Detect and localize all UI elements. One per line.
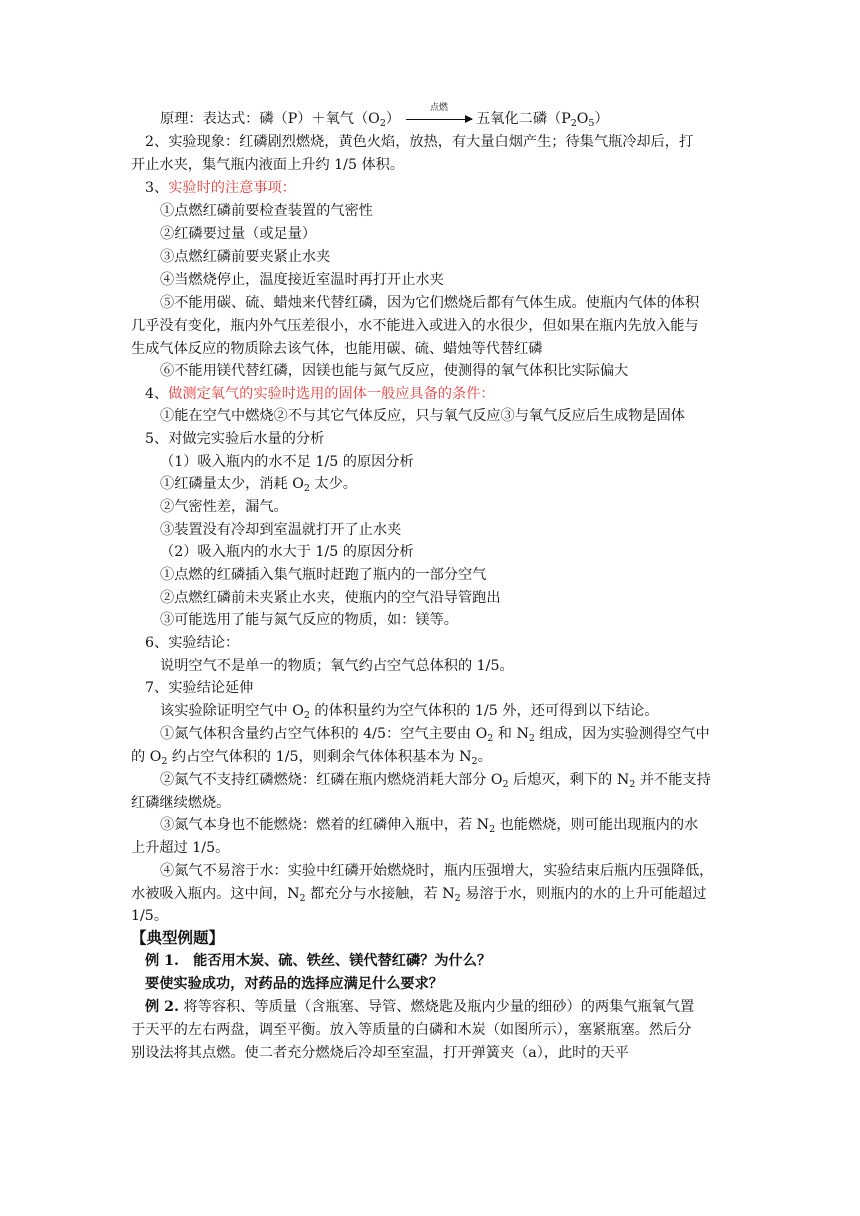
text-line: 2、实验现象：红磷剧烈燃烧，黄色火焰，放热，有大量白烟产生；待集气瓶冷却后，打 — [145, 134, 694, 150]
text-line: 1/5。 — [131, 908, 169, 924]
text-line: ③可能选用了能与氮气反应的物质，如：镁等。 — [160, 612, 458, 628]
text-line: ①氮气体积含量约占空气体积的 4/5：空气主要由 $O_2$ 和 $N_2$ 组成，因为实验测得空气中 — [160, 726, 710, 744]
text-line: 上升超过 1/5。 — [131, 840, 230, 856]
text-line: ④氮气不易溶于水：实验中红磷开始燃烧时，瓶内压强增大，实验结束后瓶内压强降低， — [160, 863, 714, 879]
text-line: ②气密性差，漏气。 — [160, 499, 288, 515]
section-title: 【典型例题】 — [131, 928, 225, 947]
section-heading: 5、对做完实验后水量的分析 — [145, 431, 325, 447]
text-line: 说明空气不是单一的物质；氧气约占空气总体积的 1/5。 — [160, 658, 514, 674]
reaction-arrow-icon: 点燃 — [406, 113, 472, 125]
section-heading: 6、实验结论： — [145, 635, 240, 651]
text-line: 于天平的左右两盘，调至平衡。放入等质量的白磷和木炭（如图所示），塞紧瓶塞。然后分 — [131, 1022, 692, 1038]
text-line: ②红磷要过量（或足量） — [160, 226, 317, 242]
text-line: ①点燃的红磷插入集气瓶时赶跑了瓶内的一部分空气 — [160, 567, 487, 583]
text-line: ⑥不能用镁代替红磷，因镁也能与氮气反应，使测得的氧气体积比实际偏大 — [160, 363, 629, 379]
example-1-question: 例 1. 能否用木炭、硫、铁丝、镁代替红磷？为什么？ — [145, 953, 492, 969]
example-2: 例 2. 将等容积、等质量（含瓶塞、导管、燃烧匙及瓶内少量的细砂）的两集气瓶氧气置 — [145, 999, 695, 1015]
text-line: 生成气体反应的物质除去该气体，也能用碳、硫、蜡烛等代替红磷 — [131, 341, 543, 357]
text-line: ③点燃红磷前要夹紧止水夹 — [160, 249, 331, 265]
text-line: 水被吸入瓶内。这中间，$N_2$ 都充分与水接触，若 $N_2$ 易溶于水，则瓶内的水的上升可能超过 — [131, 886, 707, 904]
text-line: 几乎没有变化，瓶内外气压差很小，水不能进入或进入的水很少，但如果在瓶内先放入能与 — [131, 318, 699, 334]
text-line: ②点燃红磷前未夹紧止水夹，使瓶内的空气沿导管跑出 — [160, 590, 501, 606]
section-heading: 7、实验结论延伸 — [145, 680, 254, 696]
text-line: ④当燃烧停止，温度接近室温时再打开止水夹 — [160, 272, 444, 288]
text-line: ①红磷量太少，消耗 $O_2$ 太少。 — [160, 476, 357, 494]
text-line: （1）吸入瓶内的水不足 1/5 的原因分析 — [160, 454, 414, 470]
text-line: ①能在空气中燃烧②不与其它气体反应，只与氧气反应③与氧气反应后生成物是固体 — [160, 408, 685, 424]
section-heading: 4、做测定氧气的实验时选用的固体一般应具备的条件： — [145, 386, 495, 402]
section-heading: 3、实验时的注意事项： — [145, 180, 296, 196]
text-line: ②氮气不支持红磷燃烧：红磷在瓶内燃烧消耗大部分 $O_2$ 后熄灭，剩下的 $N_2$ 并不能支持 — [160, 772, 711, 790]
reaction-expression: 原理：表达式：磷（P）＋氧气$(O_2)$ 点燃 五氧化二磷$(P_2O_5)$ — [160, 103, 609, 129]
text-line: 开止水夹，集气瓶内液面上升约 1/5 体积。 — [131, 157, 405, 173]
text-line: ①点燃红磷前要检查装置的气密性 — [160, 203, 373, 219]
text-line: ⑤不能用碳、硫、蜡烛来代替红磷，因为它们燃烧后都有气体生成。使瓶内气体的体积 — [160, 295, 700, 311]
text-line: 该实验除证明空气中 $O_2$ 的体积量约为空气体积的 1/5 外，还可得到以下结论。 — [160, 703, 659, 721]
text-line: （2）吸入瓶内的水大于 1/5 的原因分析 — [160, 544, 414, 560]
text-line: ③装置没有冷却到室温就打开了止水夹 — [160, 522, 402, 538]
text-line: ③氮气本身也不能燃烧：燃着的红磷伸入瓶中，若 $N_2$ 也能燃烧，则可能出现瓶内的水 — [160, 817, 699, 835]
text-line: 的 $O_2$ 约占空气体积的 1/5，则剩余气体体积基本为 $N_2$。 — [131, 749, 492, 767]
text-line: 别设法将其点燃。使二者充分燃烧后冷却至室温，打开弹簧夹（a），此时的天平 — [131, 1045, 629, 1061]
text-line: 红磷继续燃烧。 — [131, 795, 231, 811]
example-1-question: 要使实验成功，对药品的选择应满足什么要求？ — [145, 976, 443, 992]
